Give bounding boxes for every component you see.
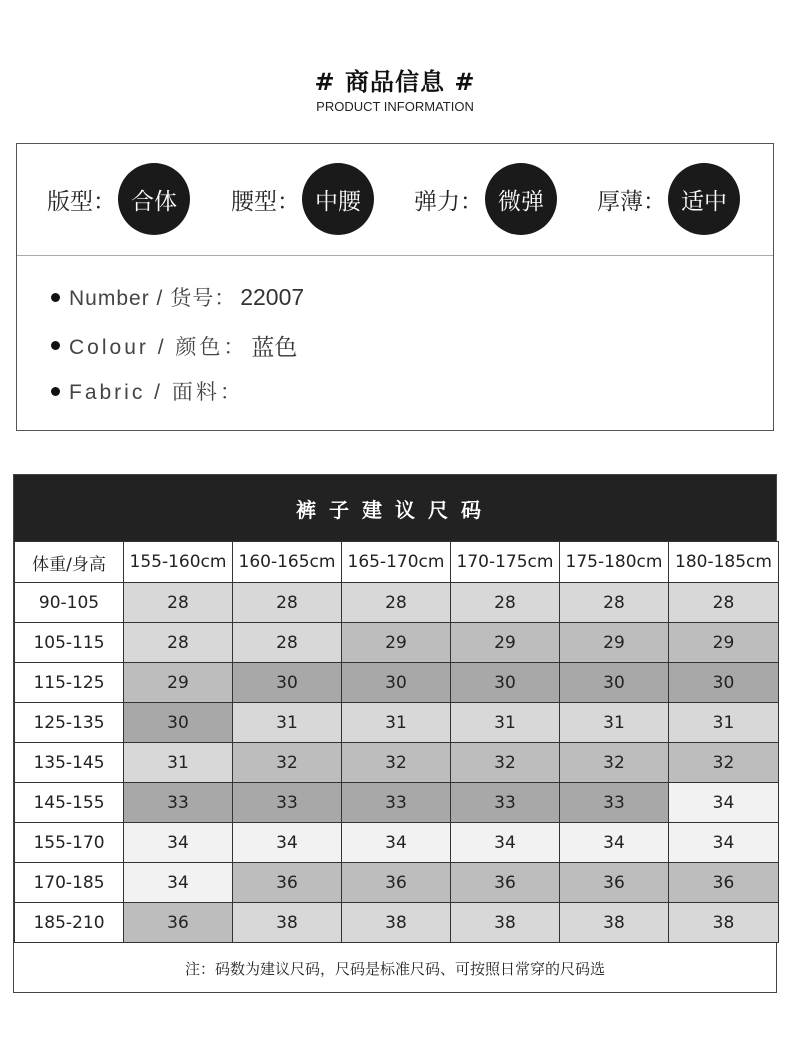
size-table-body [15,583,779,943]
table-row [15,583,779,623]
attribute-value-badge: 微弹 [485,163,557,235]
size-cell: 32 [342,743,451,783]
size-cell: 38 [669,903,779,943]
table-row [15,703,779,743]
attribute-value-badge: 合体 [118,163,190,235]
detail-label: Colour / 颜色： [69,335,248,359]
column-header: 155-160cm [124,542,233,583]
size-cell: 36 [124,903,233,943]
size-cell: 34 [669,823,779,863]
size-cell: 32 [560,743,669,783]
size-cell: 30 [560,663,669,703]
row-header: 155-170 [15,823,124,863]
row-header: 90-105 [15,583,124,623]
bullet-icon [51,341,60,350]
size-chart-title: 裤子建议尺码 [14,475,776,541]
table-row [15,743,779,783]
table-row [15,903,779,943]
attribute-row [17,144,773,256]
size-cell: 31 [342,703,451,743]
table-row [15,783,779,823]
size-cell: 32 [669,743,779,783]
column-header: 175-180cm [560,542,669,583]
size-cell: 34 [233,823,342,863]
column-header: 180-185cm [669,542,779,583]
size-cell: 29 [451,623,560,663]
size-cell: 29 [342,623,451,663]
attribute-label: 腰型： [231,188,300,215]
size-cell: 28 [233,623,342,663]
table-row [15,863,779,903]
bullet-icon [51,293,60,302]
size-cell: 34 [669,783,779,823]
row-header: 115-125 [15,663,124,703]
size-cell: 30 [124,703,233,743]
size-cell: 33 [124,783,233,823]
size-cell: 29 [669,623,779,663]
size-cell: 38 [451,903,560,943]
detail-value: 22007 [240,283,305,310]
row-header: 185-210 [15,903,124,943]
size-cell: 28 [342,583,451,623]
table-row [15,823,779,863]
size-cell: 32 [451,743,560,783]
size-cell: 34 [124,823,233,863]
size-cell: 28 [124,623,233,663]
size-cell: 29 [560,623,669,663]
size-cell: 31 [451,703,560,743]
detail-value: 蓝色 [251,334,298,360]
table-header-row [15,542,779,583]
size-cell: 36 [560,863,669,903]
size-cell: 34 [560,823,669,863]
detail-number [51,282,304,312]
size-cell: 31 [560,703,669,743]
detail-label: Number / 货号： [69,287,237,310]
size-cell: 30 [233,663,342,703]
column-header: 170-175cm [451,542,560,583]
size-cell: 36 [451,863,560,903]
size-cell: 38 [233,903,342,943]
attribute-label: 版型： [47,188,116,215]
attribute-value-badge: 中腰 [302,163,374,235]
size-cell: 33 [233,783,342,823]
attribute-label: 厚薄： [597,188,666,215]
size-cell: 30 [451,663,560,703]
size-cell: 31 [233,703,342,743]
size-cell: 28 [669,583,779,623]
size-cell: 31 [669,703,779,743]
size-cell: 36 [233,863,342,903]
detail-label: Fabric / 面料： [69,381,244,404]
size-cell: 32 [233,743,342,783]
size-cell: 30 [669,663,779,703]
row-header: 135-145 [15,743,124,783]
table-row [15,623,779,663]
detail-colour [51,329,297,362]
size-cell: 30 [342,663,451,703]
attribute-thickness [597,164,740,234]
page-title: # 商品信息 # [314,68,476,96]
size-cell: 29 [124,663,233,703]
row-header: 125-135 [15,703,124,743]
corner-header: 体重/身高 [15,542,124,583]
size-cell: 34 [451,823,560,863]
size-cell: 34 [342,823,451,863]
column-header: 160-165cm [233,542,342,583]
attribute-label: 弹力： [414,188,483,215]
size-cell: 34 [124,863,233,903]
size-cell: 28 [451,583,560,623]
size-cell: 33 [342,783,451,823]
column-header: 165-170cm [342,542,451,583]
size-cell: 28 [560,583,669,623]
size-cell: 28 [124,583,233,623]
row-header: 105-115 [15,623,124,663]
size-cell: 36 [669,863,779,903]
size-cell: 31 [124,743,233,783]
size-cell: 36 [342,863,451,903]
size-cell: 28 [233,583,342,623]
size-cell: 33 [451,783,560,823]
page-subtitle: PRODUCT INFORMATION [316,99,474,114]
row-header: 170-185 [15,863,124,903]
row-header: 145-155 [15,783,124,823]
attribute-stretch [414,164,557,234]
attribute-value-badge: 适中 [668,163,740,235]
size-cell: 38 [342,903,451,943]
attribute-fit [47,164,190,234]
size-chart [13,474,777,993]
size-table [14,541,779,943]
size-note: 注：码数为建议尺码，尺码是标准尺码、可按照日常穿的尺码选 [184,959,605,978]
bullet-icon [51,387,60,396]
size-cell: 38 [560,903,669,943]
attribute-waist [231,164,374,234]
product-info-box [16,143,774,431]
detail-fabric [51,376,248,406]
size-cell: 33 [560,783,669,823]
table-row [15,663,779,703]
